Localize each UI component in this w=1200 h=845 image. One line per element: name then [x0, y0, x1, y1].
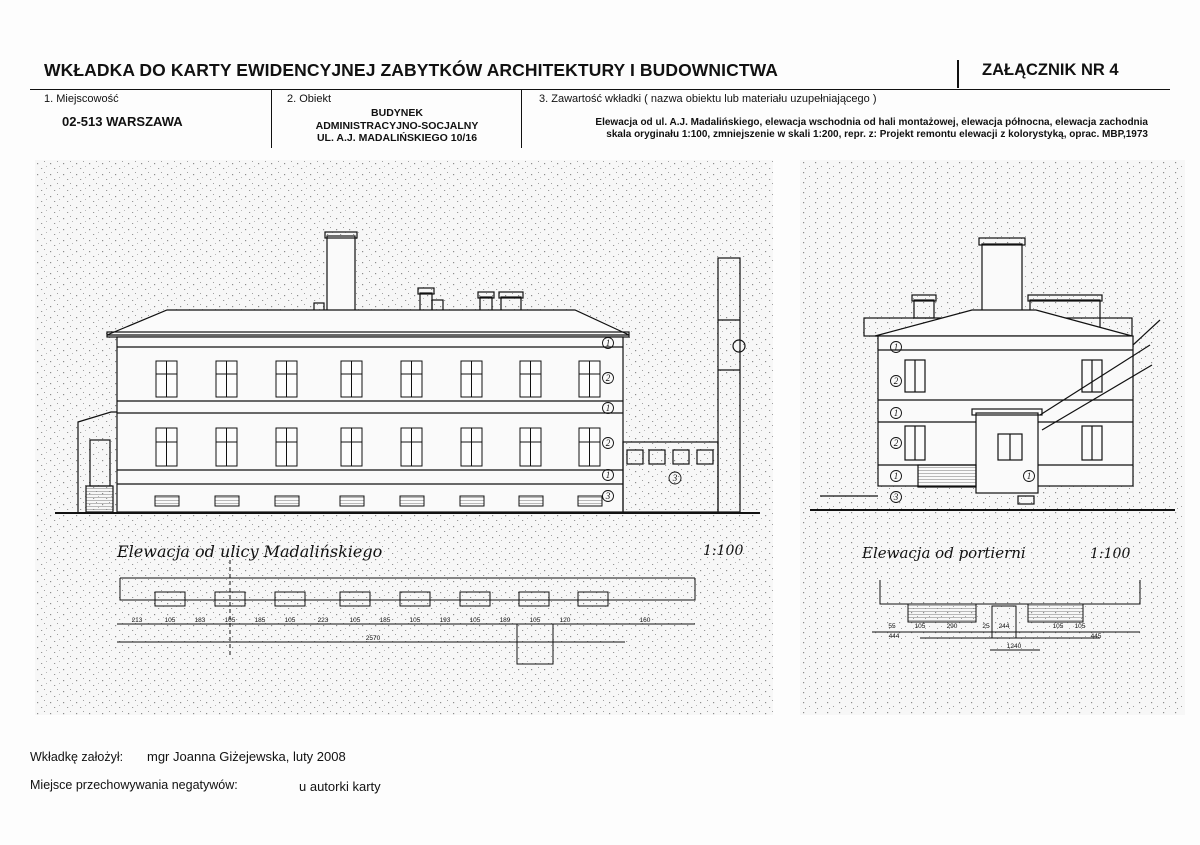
street-marker-6: 3: [605, 491, 611, 501]
place-cell: [30, 90, 272, 148]
info-row: [30, 89, 1170, 148]
title-row: [30, 50, 1170, 90]
gate-dim-7: 444: [888, 633, 900, 640]
street-marker-5: 1: [605, 470, 611, 480]
street-marker-1: 1: [605, 338, 611, 348]
street-elevation-scale: 1:100: [703, 543, 744, 559]
street-marker-4: 2: [605, 438, 611, 448]
street-dim-15: 120: [559, 617, 571, 624]
street-marker-2: 2: [605, 373, 611, 383]
street-dim-3: 183: [194, 617, 206, 624]
contents-line-2: skala oryginału 1:100, zmniejszenie w skali 1:200, repr. z: Projekt remontu elewacji z kolorystyką, oprac. MBP,1973: [606, 129, 1148, 140]
gate-dim-9: 445: [1090, 633, 1102, 640]
place-label: 1. Miejscowość: [44, 93, 119, 105]
gate-marker-4: 2: [893, 438, 899, 448]
gate-marker-6: 3: [893, 492, 899, 502]
street-dim-8: 105: [349, 617, 361, 624]
street-dim-2: 105: [164, 617, 176, 624]
street-dim-1: 213: [131, 617, 143, 624]
street-elevation-caption: Elewacja od ulicy Madalińskiego: [117, 542, 383, 561]
street-dim-7: 223: [317, 617, 329, 624]
street-dim-4: 105: [224, 617, 236, 624]
street-dim-10: 105: [409, 617, 421, 624]
street-dim-16: 160: [639, 617, 651, 624]
street-dim-5: 185: [254, 617, 266, 624]
street-elevation-drawing: [35, 160, 773, 715]
street-dim-total: 2570: [365, 635, 381, 642]
gate-marker-7: 1: [1026, 471, 1032, 481]
gatehouse-elevation-scale: 1:100: [1090, 546, 1131, 562]
title-divider: [957, 60, 959, 88]
contents-cell: [523, 90, 1170, 148]
gate-marker-2: 2: [893, 376, 899, 386]
gatehouse-elevation-drawing: [800, 160, 1185, 715]
contents-line-1: Elewacja od ul. A.J. Madalińskiego, elewacja wschodnia od hali montażowej, elewacja północna, elewacja zachodnia: [595, 117, 1148, 128]
founder-value: mgr Joanna Giżejewska, luty 2008: [147, 749, 346, 764]
street-marker-3: 1: [605, 403, 611, 413]
street-dim-6: 105: [284, 617, 296, 624]
gate-dim-8: 105: [1074, 623, 1086, 630]
object-line-3: UL. A.J. MADALIŃSKIEGO 10/16: [316, 132, 478, 144]
street-dim-9: 185: [379, 617, 391, 624]
object-line-1: BUDYNEK: [371, 107, 423, 119]
gate-marker-5: 1: [893, 471, 899, 481]
gate-marker-3: 1: [893, 408, 899, 418]
street-marker-7: 3: [672, 473, 678, 483]
gate-dim-5: 244: [998, 623, 1010, 630]
street-dim-12: 105: [469, 617, 481, 624]
gate-dim-2: 105: [914, 623, 926, 630]
storage-label: Miejsce przechowywania negatywów:: [30, 778, 238, 792]
object-line-2: ADMINISTRACYJNO-SOCJALNY: [315, 120, 479, 132]
gate-dim-total: 1240: [1006, 643, 1022, 650]
storage-value: u autorki karty: [299, 779, 381, 794]
gate-dim-1: 55: [888, 623, 896, 630]
street-dim-14: 105: [529, 617, 541, 624]
gate-dim-6: 105: [1052, 623, 1064, 630]
street-dim-13: 189: [499, 617, 511, 624]
place-value: 02-513 WARSZAWA: [62, 114, 183, 129]
gatehouse-elevation-caption: Elewacja od portierni: [862, 544, 1026, 562]
gate-dim-3: 290: [946, 623, 958, 630]
document-title: WKŁADKA DO KARTY EWIDENCYJNEJ ZABYTKÓW ARCHITEKTURY I BUDOWNICTWA: [44, 60, 779, 80]
gate-dim-4: 25: [982, 623, 990, 630]
annex-number: ZAŁĄCZNIK NR 4: [982, 61, 1119, 79]
founder-label: Wkładkę założył:: [30, 750, 124, 764]
gate-marker-1: 1: [893, 342, 899, 352]
object-cell: [273, 90, 522, 148]
street-dim-11: 193: [439, 617, 451, 624]
object-label: 2. Obiekt: [287, 93, 332, 105]
contents-label: 3. Zawartość wkładki ( nazwa obiektu lub materiału uzupełniającego ): [539, 93, 877, 105]
